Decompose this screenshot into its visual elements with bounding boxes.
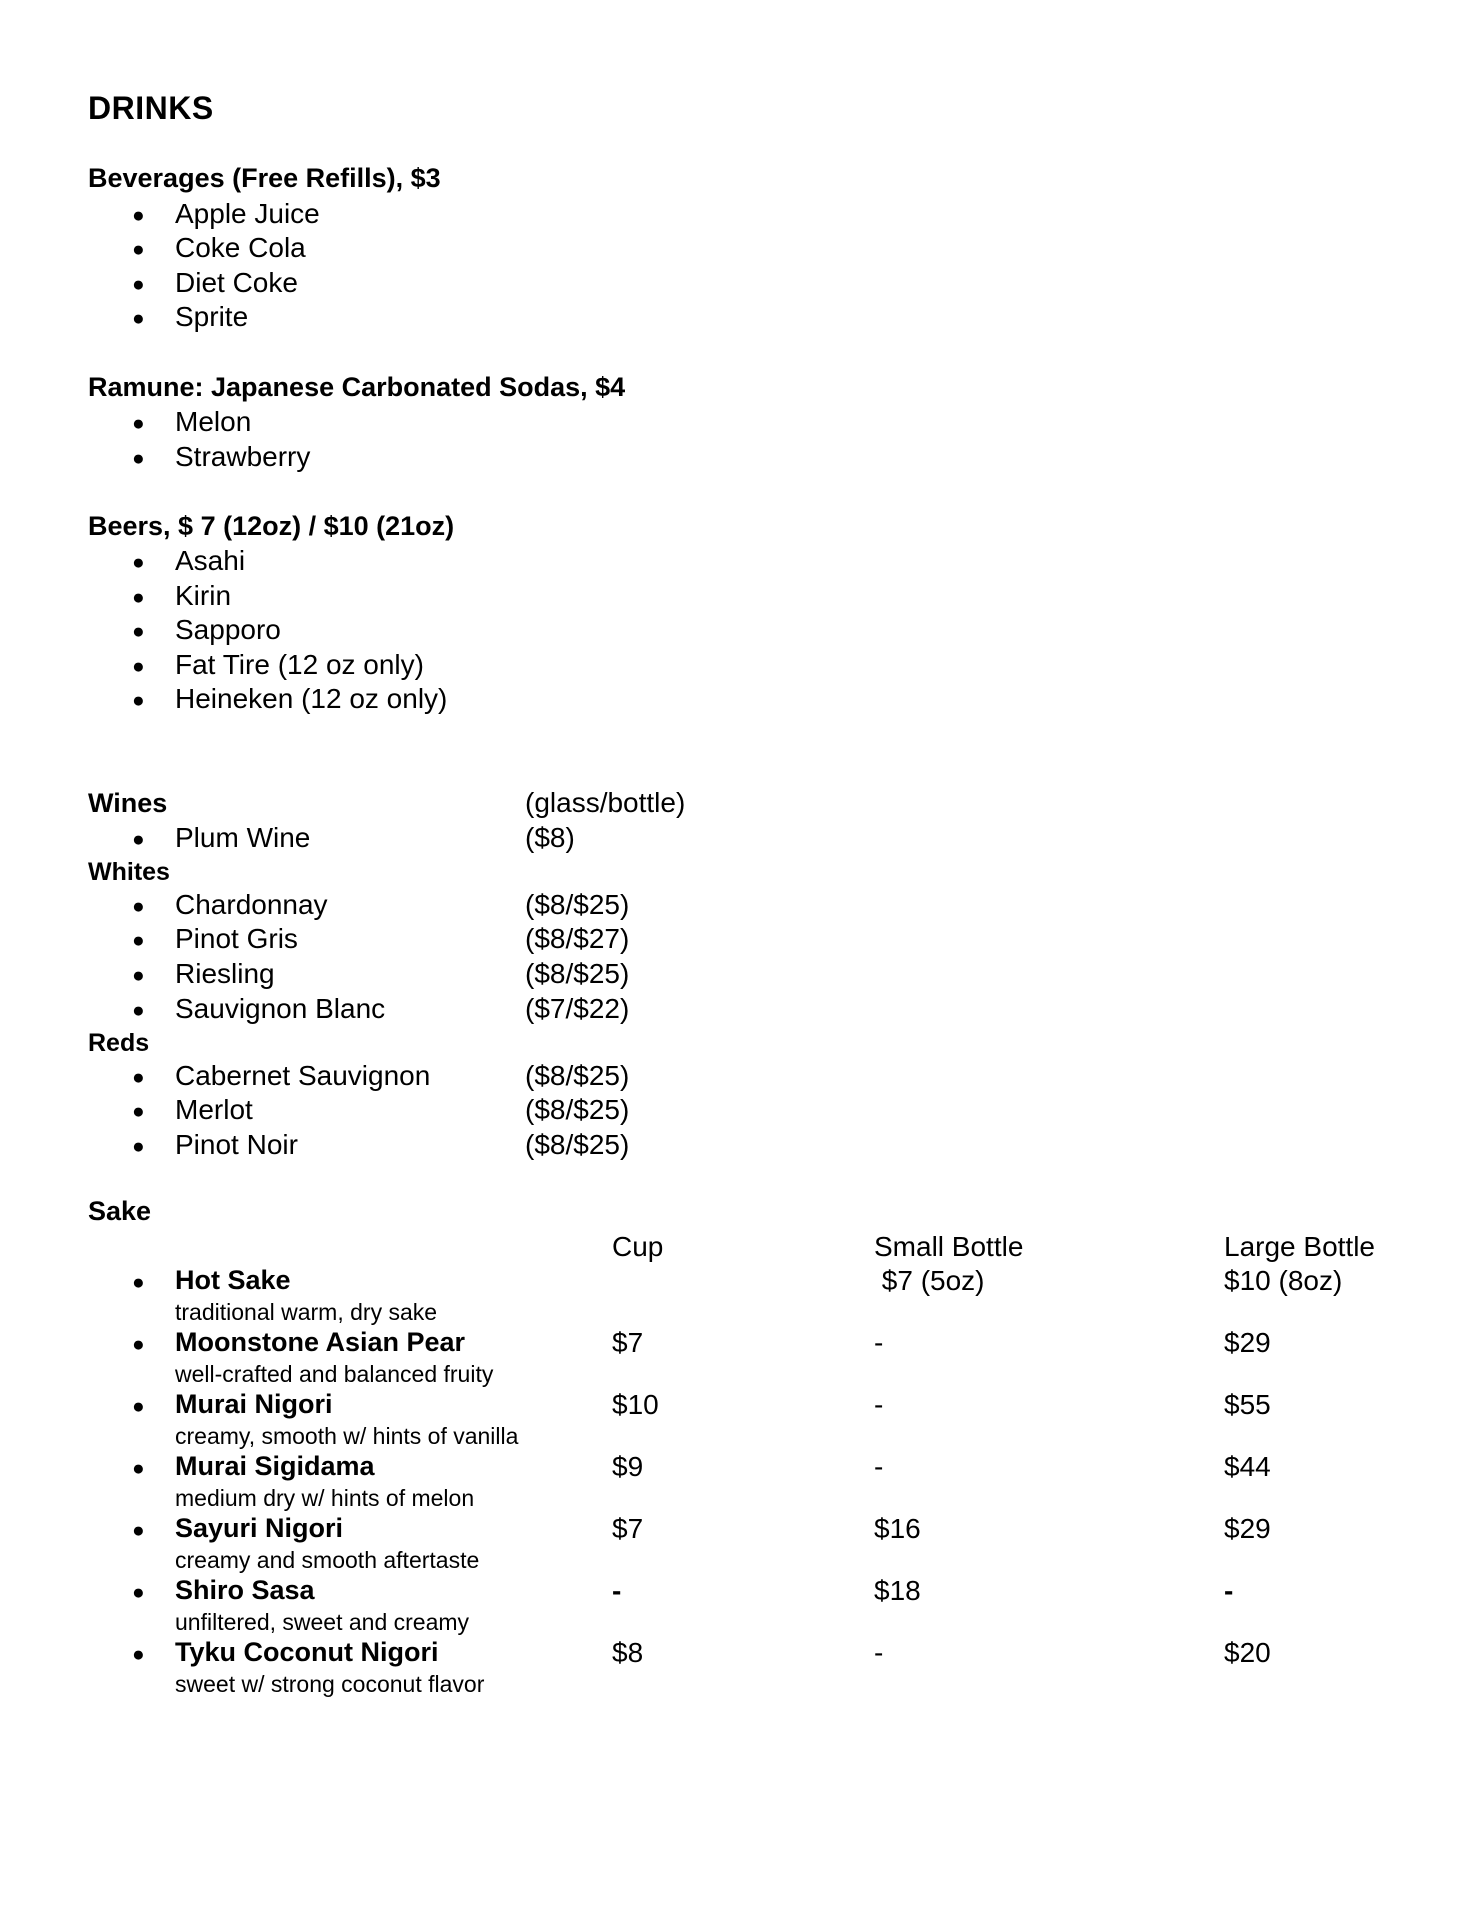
wine-name: Pinot Gris [175, 923, 298, 954]
wine-name: Sauvignon Blanc [175, 993, 386, 1024]
wine-price: ($8/$25) [525, 1094, 630, 1125]
sake-description: traditional warm, dry sake [175, 1299, 438, 1325]
bullet-icon: ● [132, 1643, 145, 1666]
list-item: Fat Tire (12 oz only) [175, 649, 424, 680]
wine-price: ($8/$25) [525, 958, 630, 989]
wine-name: Merlot [175, 1094, 253, 1125]
wine-name: Cabernet Sauvignon [175, 1060, 431, 1091]
wine-price: ($8/$25) [525, 889, 630, 920]
bullet-icon: ● [132, 895, 145, 918]
wine-name: Riesling [175, 958, 275, 989]
bullet-icon: ● [132, 204, 145, 227]
sake-cup-price: $10 [612, 1389, 659, 1420]
sake-cup-price: $7 [612, 1327, 644, 1358]
sake-large-price: $20 [1224, 1637, 1271, 1668]
sake-large-price: $29 [1224, 1327, 1271, 1358]
sake-description: unfiltered, sweet and creamy [175, 1609, 470, 1635]
sake-name: Murai Sigidama [175, 1451, 375, 1481]
sake-column-large-bottle: Large Bottle [1224, 1231, 1375, 1262]
sake-description: sweet w/ strong coconut flavor [175, 1671, 485, 1697]
whites-heading: Whites [88, 858, 170, 886]
sake-small-price: $18 [874, 1575, 921, 1606]
bullet-icon: ● [132, 689, 145, 712]
sake-column-cup: Cup [612, 1231, 664, 1262]
bullet-icon: ● [132, 447, 145, 470]
sake-small-price: $7 (5oz) [874, 1265, 985, 1296]
sake-small-price: - [874, 1637, 884, 1668]
bullet-icon: ● [132, 1457, 145, 1480]
wine-price: ($7/$22) [525, 993, 630, 1024]
wines-heading: Wines [88, 788, 168, 818]
bullet-icon: ● [132, 307, 145, 330]
sake-name: Hot Sake [175, 1265, 291, 1295]
bullet-icon: ● [132, 1519, 145, 1542]
bullet-icon: ● [132, 1581, 145, 1604]
wine-price: ($8/$25) [525, 1060, 630, 1091]
sake-small-price: - [874, 1389, 884, 1420]
list-item: Heineken (12 oz only) [175, 683, 448, 714]
wine-name: Plum Wine [175, 822, 311, 853]
sake-description: medium dry w/ hints of melon [175, 1485, 475, 1511]
sake-description: well-crafted and balanced fruity [175, 1361, 494, 1387]
beverages-heading: Beverages (Free Refills), $3 [88, 163, 441, 193]
wine-name: Chardonnay [175, 889, 328, 920]
ramune-heading: Ramune: Japanese Carbonated Sodas, $4 [88, 372, 626, 402]
sake-description: creamy, smooth w/ hints of vanilla [175, 1423, 519, 1449]
bullet-icon: ● [132, 1395, 145, 1418]
sake-cup-price: $7 [612, 1513, 644, 1544]
sake-large-price: $55 [1224, 1389, 1271, 1420]
wines-price-header: (glass/bottle) [525, 787, 686, 818]
sake-large-price: $10 (8oz) [1224, 1265, 1343, 1296]
sake-large-price: - [1224, 1575, 1234, 1606]
list-item: Asahi [175, 545, 246, 576]
wine-price: ($8/$27) [525, 923, 630, 954]
sake-name: Moonstone Asian Pear [175, 1327, 466, 1357]
bullet-icon: ● [132, 620, 145, 643]
wine-price: ($8/$25) [525, 1129, 630, 1160]
sake-name: Murai Nigori [175, 1389, 333, 1419]
bullet-icon: ● [132, 273, 145, 296]
wine-price: ($8) [525, 822, 575, 853]
sake-cup-price: - [612, 1575, 622, 1606]
sake-column-small-bottle: Small Bottle [874, 1231, 1024, 1262]
list-item: Coke Cola [175, 232, 306, 263]
bullet-icon: ● [132, 999, 145, 1022]
sake-cup-price: $9 [612, 1451, 644, 1482]
list-item: Strawberry [175, 441, 311, 472]
bullet-icon: ● [132, 551, 145, 574]
bullet-icon: ● [132, 412, 145, 435]
bullet-icon: ● [132, 586, 145, 609]
sake-small-price: - [874, 1327, 884, 1358]
bullet-icon: ● [132, 1100, 145, 1123]
list-item: Kirin [175, 580, 232, 611]
sake-description: creamy and smooth aftertaste [175, 1547, 480, 1573]
sake-small-price: $16 [874, 1513, 921, 1544]
bullet-icon: ● [132, 1271, 145, 1294]
page-title: DRINKS [88, 90, 214, 126]
beers-heading: Beers, $ 7 (12oz) / $10 (21oz) [88, 511, 455, 541]
sake-name: Tyku Coconut Nigori [175, 1637, 439, 1667]
bullet-icon: ● [132, 238, 145, 261]
sake-name: Sayuri Nigori [175, 1513, 344, 1543]
bullet-icon: ● [132, 1066, 145, 1089]
list-item: Sapporo [175, 614, 281, 645]
bullet-icon: ● [132, 929, 145, 952]
list-item: Diet Coke [175, 267, 298, 298]
wine-name: Pinot Noir [175, 1129, 298, 1160]
reds-heading: Reds [88, 1029, 150, 1057]
sake-cup-price: $8 [612, 1637, 644, 1668]
sake-large-price: $29 [1224, 1513, 1271, 1544]
sake-large-price: $44 [1224, 1451, 1271, 1482]
bullet-icon: ● [132, 655, 145, 678]
list-item: Apple Juice [175, 198, 320, 229]
bullet-icon: ● [132, 1333, 145, 1356]
sake-heading: Sake [88, 1196, 152, 1226]
list-item: Sprite [175, 301, 249, 332]
sake-small-price: - [874, 1451, 884, 1482]
bullet-icon: ● [132, 964, 145, 987]
sake-name: Shiro Sasa [175, 1575, 315, 1605]
bullet-icon: ● [132, 1135, 145, 1158]
list-item: Melon [175, 406, 252, 437]
bullet-icon: ● [132, 828, 145, 851]
